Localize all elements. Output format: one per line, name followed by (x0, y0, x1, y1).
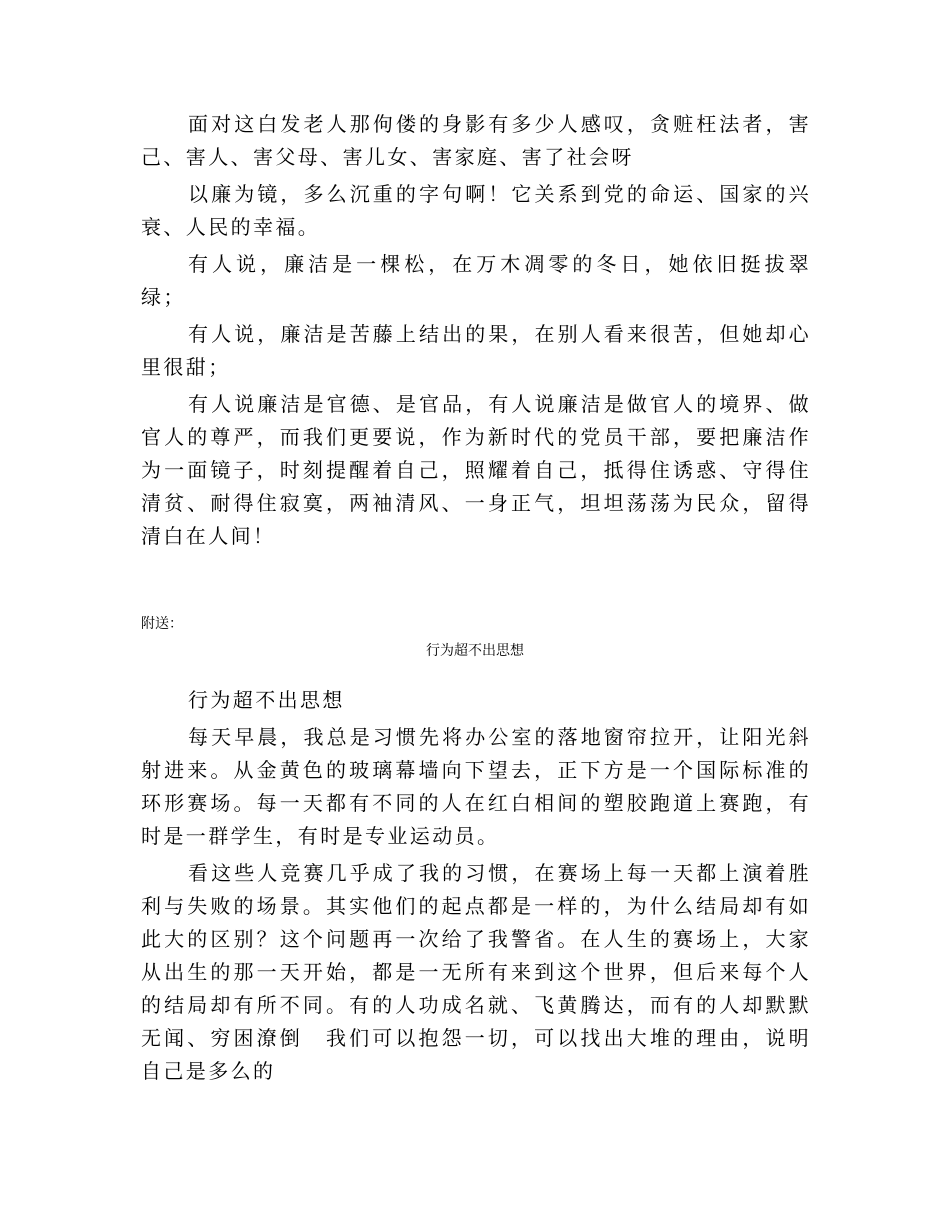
article-section-integrity (141, 108, 811, 557)
paragraph: 行为超不出思想 (188, 688, 345, 712)
paragraph: 看这些人竞赛几乎成了我的习惯，在赛场上每一天都上演着胜利与失败的场景。其实他们的起点都是一样的，为什么结局却有如此大的区别？这个问题再一次给了我警省。在人生的赛场上，大家从出生的那一天开始，都是一无所有来到这个世界，但后来每个人的结局却有所不同。有的人功成名就、飞黄腾达，而有的人却默默无闻、穷困潦倒 我们可以抱怨一切，可以找出大堆的理由，说明自己是多么的 (141, 861, 811, 1083)
article-section-appendix (141, 684, 811, 1092)
paragraph: 有人说廉洁是官德、是官品，有人说廉洁是做官人的境界、做官人的尊严，而我们更要说，作为新时代的党员干部，要把廉洁作为一面镜子，时刻提醒着自己，照耀着自己，抵得住诱惑、守得住清贫、耐得住寂寞，两袖清风、一身正气，坦坦荡荡为民众，留得清白在人间！ (141, 392, 811, 548)
paragraph: 面对这白发老人那佝偻的身影有多少人感叹，贪赃枉法者，害己、害人、害父母、害儿女、害家庭、害了社会呀 (141, 112, 811, 169)
paragraph: 以廉为镜，多么沉重的字句啊！它关系到党的命运、国家的兴衰、人民的幸福。 (141, 182, 811, 239)
appendix-label: 附送： (141, 616, 183, 632)
paragraph: 每天早晨，我总是习惯先将办公室的落地窗帘拉开，让阳光斜射进来。从金黄色的玻璃幕墙向下望去，正下方是一个国际标准的环形赛场。每一天都有不同的人在红白相间的塑胶跑道上赛跑，有时是一群学生，有时是专业运动员。 (141, 725, 811, 848)
paragraph: 有人说，廉洁是一棵松，在万木凋零的冬日，她依旧挺拔翠绿； (141, 252, 811, 309)
appendix-title: 行为超不出思想 (426, 643, 524, 659)
paragraph: 有人说，廉洁是苦藤上结出的果，在别人看来很苦，但她却心里很甜； (141, 322, 811, 379)
